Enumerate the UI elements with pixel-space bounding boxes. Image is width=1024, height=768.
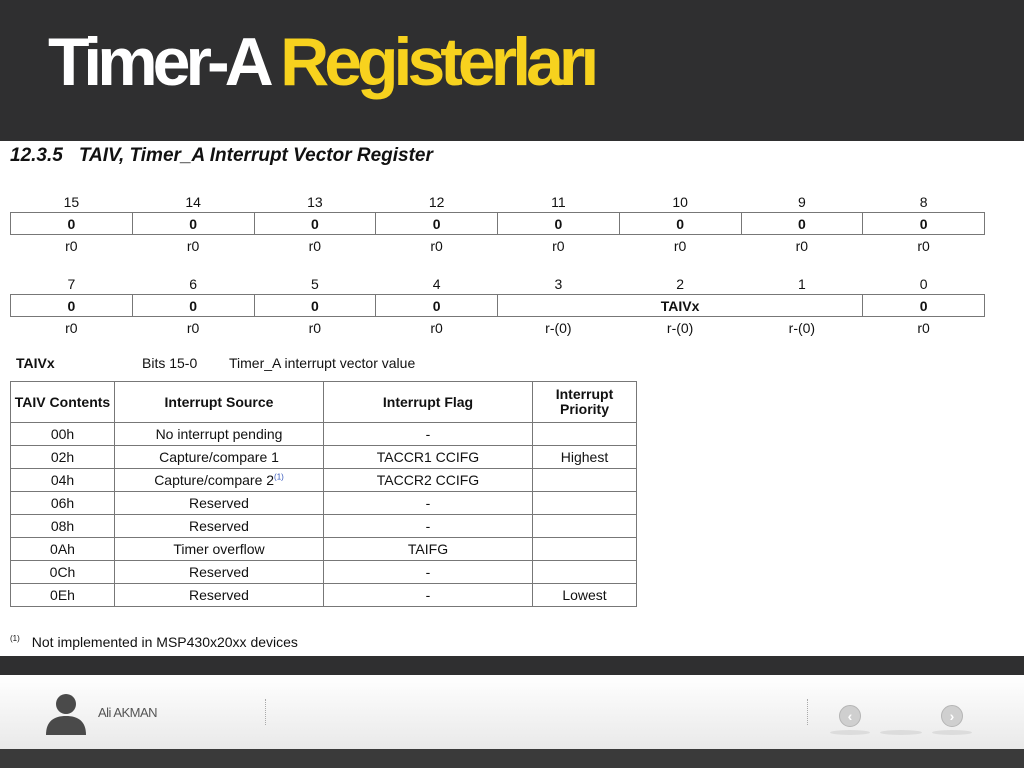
table-cell: -: [324, 492, 533, 515]
bit-number: 3: [554, 276, 563, 292]
table-cell: [533, 423, 637, 446]
table-cell: Reserved: [115, 492, 324, 515]
table-cell: -: [324, 515, 533, 538]
table-cell: No interrupt pending: [115, 423, 324, 446]
table-row: [11, 469, 637, 492]
bit-number: 8: [919, 194, 928, 210]
column-header: TAIV Contents: [11, 382, 115, 423]
bit-value: 0: [376, 295, 498, 317]
footer-divider: [265, 699, 266, 725]
section-name: TAIV, Timer_A Interrupt Vector Register: [78, 145, 433, 166]
register-table-low: [10, 274, 985, 339]
footnote: [10, 634, 298, 650]
table-cell: Reserved: [115, 584, 324, 607]
bit-value: 0: [863, 213, 985, 235]
bit-number: 13: [307, 194, 323, 210]
taivx-name: TAIVx: [16, 355, 55, 371]
bit-number: 0: [919, 276, 928, 292]
footnote-marker: (1): [10, 634, 20, 644]
table-row: [11, 446, 637, 469]
footnote-ref: (1): [274, 472, 284, 482]
table-cell: [533, 492, 637, 515]
bit-value: 0: [376, 213, 498, 235]
table-cell: Highest: [533, 446, 637, 469]
slide-title-yellow: Registerları: [280, 24, 595, 100]
table-cell: TAIFG: [324, 538, 533, 561]
bit-number: 7: [67, 276, 76, 292]
bit-access: r0: [186, 238, 200, 254]
bit-access: r0: [430, 320, 443, 336]
table-cell: TACCR1 CCIFG: [324, 446, 533, 469]
bit-value: 0: [741, 213, 863, 235]
table-row: [11, 584, 637, 607]
footer-divider: [807, 699, 808, 725]
table-cell: 0Ah: [11, 538, 115, 561]
bit-value: 0: [11, 295, 133, 317]
bottom-strip: [0, 749, 1024, 768]
footer-bar: [0, 675, 1024, 749]
bit-access: r0: [552, 238, 565, 254]
register-table-high: [10, 192, 985, 257]
column-header: Interrupt Flag: [324, 382, 533, 423]
prev-slide-button[interactable]: ‹: [839, 705, 861, 727]
table-cell: -: [324, 561, 533, 584]
taivx-description: [16, 355, 415, 371]
bit-number: 4: [432, 276, 441, 292]
bit-value: 0: [254, 295, 376, 317]
bit-number: 11: [551, 194, 566, 210]
table-row: [11, 561, 637, 584]
bit-access: r0: [917, 320, 930, 336]
bit-number: 5: [310, 276, 319, 292]
bit-number: 2: [676, 276, 685, 292]
table-cell: Reserved: [115, 515, 324, 538]
bit-access: r-(0): [788, 320, 816, 336]
button-shadow: [830, 730, 870, 735]
table-row: [11, 538, 637, 561]
table-row: [11, 492, 637, 515]
table-cell: 0Ch: [11, 561, 115, 584]
next-slide-button[interactable]: ›: [941, 705, 963, 727]
table-cell: TACCR2 CCIFG: [324, 469, 533, 492]
bit-value: 0: [863, 295, 985, 317]
taivx-field: TAIVx: [498, 295, 863, 317]
bit-value: 0: [11, 213, 133, 235]
bit-number: 12: [428, 194, 445, 210]
table-cell: Reserved: [115, 561, 324, 584]
content-image: [0, 141, 1024, 656]
table-cell: [533, 538, 637, 561]
button-shadow: [932, 730, 972, 735]
column-header: Interrupt Priority: [533, 382, 637, 423]
table-cell-text: Capture/compare 2: [154, 472, 275, 488]
bit-number: 6: [189, 276, 198, 292]
table-cell: 02h: [11, 446, 115, 469]
table-cell: Timer overflow: [115, 538, 324, 561]
bit-number: 1: [797, 276, 806, 292]
bit-number: 15: [63, 194, 80, 210]
bit-access: r0: [430, 238, 443, 254]
bit-number: 9: [797, 194, 806, 210]
bit-value: 0: [132, 295, 254, 317]
button-shadow: [880, 730, 922, 735]
table-header-row: [11, 382, 637, 423]
bit-value: 0: [619, 213, 741, 235]
slide-title-white: Timer-A: [48, 24, 267, 100]
table-cell: [533, 469, 637, 492]
bit-access: r0: [673, 238, 687, 254]
table-cell: Capture/compare 1: [115, 446, 324, 469]
bit-value: 0: [498, 213, 620, 235]
taivx-bits: Bits 15-0: [142, 355, 198, 371]
bit-access: r0: [795, 238, 809, 254]
table-cell: [533, 515, 637, 538]
author-name: Ali AKMAN: [98, 705, 158, 720]
section-title: [10, 145, 433, 167]
table-cell: -: [324, 584, 533, 607]
table-cell: 0Eh: [11, 584, 115, 607]
table-cell: Lowest: [533, 584, 637, 607]
section-number: 12.3.5: [10, 145, 63, 166]
table-cell: [533, 561, 637, 584]
bit-number: 10: [672, 194, 688, 210]
bit-value: 0: [254, 213, 376, 235]
slide-header: [0, 0, 1024, 141]
bit-access: r0: [308, 238, 322, 254]
slide-title: [48, 22, 594, 102]
bit-value: 0: [132, 213, 254, 235]
user-avatar-icon: [44, 691, 88, 740]
table-cell: 06h: [11, 492, 115, 515]
bit-access: r0: [65, 320, 78, 336]
bit-access: r-(0): [545, 320, 572, 336]
table-row: [11, 423, 637, 446]
table-row: [11, 515, 637, 538]
table-cell: -: [324, 423, 533, 446]
table-cell: 04h: [11, 469, 115, 492]
bit-access: r0: [308, 320, 322, 336]
column-header: Interrupt Source: [115, 382, 324, 423]
table-cell: 00h: [11, 423, 115, 446]
bit-access: r0: [65, 238, 78, 254]
bit-access: r0: [917, 238, 930, 254]
interrupt-table: [10, 381, 637, 607]
footnote-text: Not implemented in MSP430x20xx devices: [31, 634, 298, 650]
table-cell: 08h: [11, 515, 115, 538]
taivx-text: Timer_A interrupt vector value: [229, 355, 416, 371]
table-cell: [115, 469, 324, 492]
bit-access: r0: [186, 320, 200, 336]
bit-access: r-(0): [666, 320, 694, 336]
bit-number: 14: [185, 194, 201, 210]
